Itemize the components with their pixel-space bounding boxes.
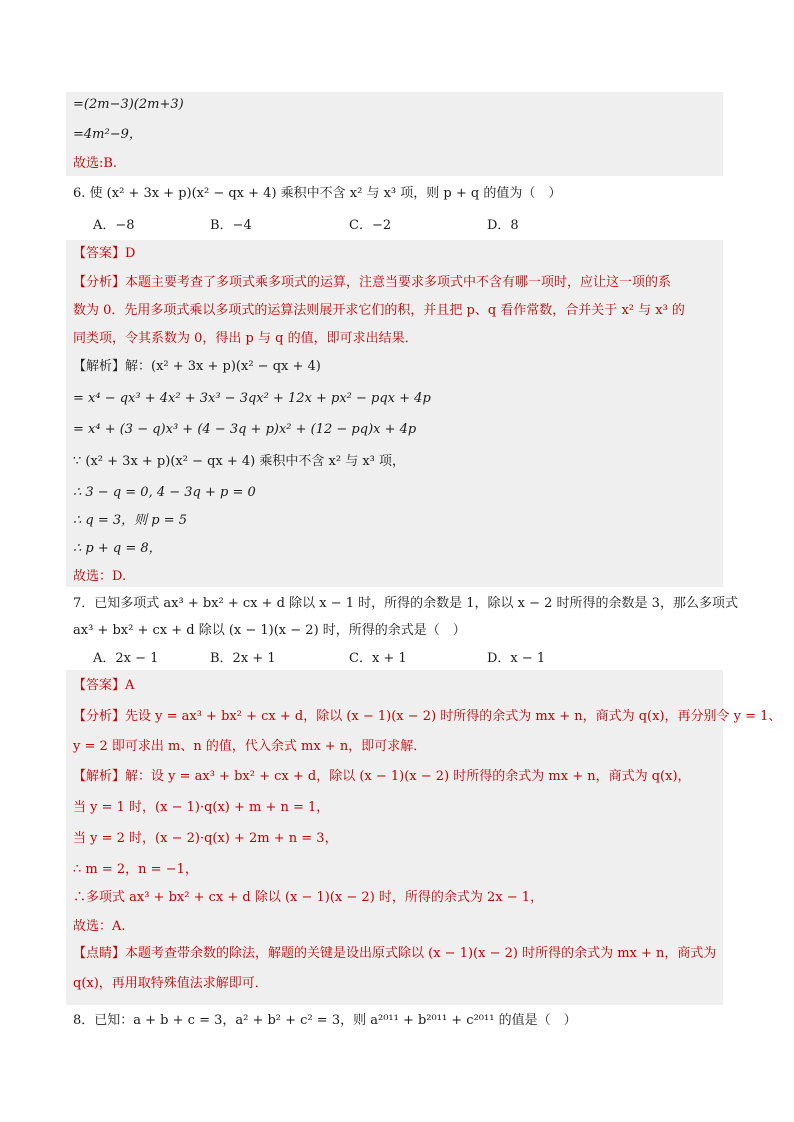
q7-question-line-2: ax³ + bx² + cx + d 除以 (x − 1)(x − 2) 时，所得的余式是（ ） — [73, 623, 466, 638]
q6-analysis-line-1: 【分析】本题主要考查了多项式乘多项式的运算，注意当要求多项式中不含有哪一项时，应让这一项的系 — [73, 275, 672, 290]
q6-analysis-line-2: 数为 0．先用多项式乘以多项式的运算法则展开求它们的积，并且把 p、q 看作常数，合并关于 x² 与 x³ 的 — [73, 303, 685, 318]
q7-analysis-line-1: 【分析】先设 y = ax³ + bx² + cx + d，除以 (x − 1)(x − 2) 时所得的余式为 mx + n，商式为 q(x)，再分别令 y = 1、 — [73, 709, 782, 724]
q7-option-c: C．x + 1 — [349, 651, 407, 666]
q6-solution-line-1: 【解析】解：(x² + 3x + p)(x² − qx + 4) — [73, 359, 321, 374]
q7-solution-line-1: 【解析】解：设 y = ax³ + bx² + cx + d，除以 (x − 1)(x − 2) 时所得的余式为 mx + n，商式为 q(x)， — [73, 769, 691, 784]
q6-solution-line-2: = x⁴ − qx³ + 4x² + 3x³ − 3qx² + 12x + px² − pqx + 4p — [73, 391, 431, 406]
q7-solution-line-4: ∴ m = 2，n = −1， — [73, 862, 198, 877]
q7-option-b: B．2x + 1 — [210, 651, 276, 666]
solution-block-q6 — [66, 240, 723, 587]
q8-question: 8．已知：a + b + c = 3，a² + b² + c² = 3，则 a²⁰¹¹ + b²⁰¹¹ + c²⁰¹¹ 的值是（ ） — [73, 1013, 577, 1028]
q7-answer: 【答案】A — [73, 678, 135, 693]
q7-solution-line-5: ∴多项式 ax³ + bx² + cx + d 除以 (x − 1)(x − 2) 时，所得的余式为 2x − 1， — [73, 890, 544, 905]
q5-choice: 故选:B. — [73, 156, 118, 171]
q6-option-d: D．8 — [487, 218, 519, 233]
q5-step-2: =4m²−9， — [73, 127, 142, 142]
q5-step-1: =(2m−3)(2m+3) — [73, 97, 184, 112]
q6-question: 6. 使 (x² + 3x + p)(x² − qx + 4) 乘积中不含 x² 与 x³ 项，则 p + q 的值为（ ） — [73, 186, 562, 201]
q6-solution-line-6: ∴ q = 3，则 p = 5 — [73, 513, 188, 528]
q6-option-c: C．−2 — [349, 218, 392, 233]
q7-option-d: D．x − 1 — [487, 651, 546, 666]
q6-solution-line-7: ∴ p + q = 8， — [73, 541, 162, 556]
q6-option-a: A．−8 — [93, 218, 135, 233]
q7-solution-line-2: 当 y = 1 时，(x − 1)·q(x) + m + n = 1， — [73, 800, 330, 815]
q6-option-b: B．−4 — [210, 218, 252, 233]
q6-solution-line-3: = x⁴ + (3 − q)x³ + (4 − 3q + p)x² + (12 − pq)x + 4p — [73, 422, 417, 437]
q6-choice: 故选：D. — [73, 569, 127, 584]
q6-answer: 【答案】D — [73, 246, 136, 261]
q6-solution-line-4: ∵ (x² + 3x + p)(x² − qx + 4) 乘积中不含 x² 与 x³ 项， — [73, 454, 406, 469]
q7-comment-line-2: q(x)，再用取特殊值法求解即可． — [73, 976, 268, 991]
q7-comment-line-1: 【点睛】本题考查带余数的除法，解题的关键是设出原式除以 (x − 1)(x − 2) 时所得的余式为 mx + n，商式为 — [73, 946, 717, 961]
q6-solution-line-5: ∴ 3 − q = 0, 4 − 3q + p = 0 — [73, 485, 256, 500]
q6-analysis-line-3: 同类项，令其系数为 0，得出 p 与 q 的值，即可求出结果． — [73, 331, 418, 346]
q7-analysis-line-2: y = 2 即可求出 m、n 的值，代入余式 mx + n，即可求解． — [73, 739, 427, 754]
q7-solution-line-3: 当 y = 2 时，(x − 2)·q(x) + 2m + n = 3， — [73, 831, 338, 846]
q7-question-line-1: 7．已知多项式 ax³ + bx² + cx + d 除以 x − 1 时，所得的余数是 1，除以 x − 2 时所得的余数是 3，那么多项式 — [73, 596, 738, 611]
q7-option-a: A．2x − 1 — [93, 651, 159, 666]
q7-choice: 故选：A. — [73, 919, 126, 934]
